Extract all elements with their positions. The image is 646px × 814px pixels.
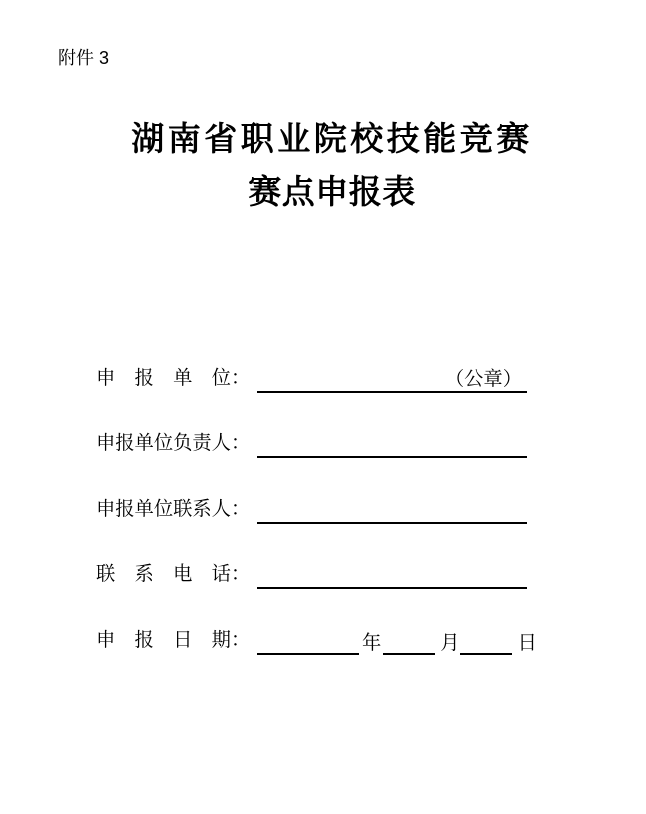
title-line-2: 赛点申报表 — [248, 173, 416, 210]
form-field-row-contact-phone — [96, 559, 566, 589]
field-label-declaring-unit: 申 报 单 位： — [96, 368, 251, 389]
field-label-contact-phone: 联 系 电 话： — [96, 564, 251, 585]
fill-in-line-declaring-unit[interactable] — [257, 365, 527, 393]
document-title — [18, 112, 646, 218]
fill-in-area — [257, 561, 527, 589]
official-seal-note: （公章） — [444, 369, 522, 390]
form-field-row-unit-leader — [96, 428, 566, 458]
fill-in-line-unit-contact[interactable] — [257, 496, 527, 524]
fill-in-line-year[interactable] — [257, 627, 359, 655]
fill-in-line-unit-leader[interactable] — [257, 430, 527, 458]
field-label-unit-leader: 申报单位负责人： — [96, 433, 251, 454]
title-line-1: 湖南省职业院校技能竞赛 — [131, 120, 533, 157]
fill-in-line-contact-phone[interactable] — [257, 561, 527, 589]
date-unit-year: 年 — [362, 633, 382, 654]
date-unit-month: 月 — [440, 633, 460, 654]
date-unit-day: 日 — [517, 633, 537, 654]
form-field-row-unit-contact — [96, 494, 566, 524]
form-field-row-application-date — [96, 625, 566, 655]
field-label-application-date: 申 报 日 期： — [96, 630, 251, 651]
fill-in-area — [257, 496, 527, 524]
fill-in-line-month[interactable] — [383, 627, 435, 655]
attachment-label: 附件 3 — [58, 48, 110, 68]
fill-in-area — [257, 365, 527, 393]
fill-in-area — [257, 430, 527, 458]
form-field-row-declaring-unit — [96, 363, 566, 393]
fill-in-area — [257, 627, 537, 655]
fill-in-line-day[interactable] — [460, 627, 512, 655]
field-label-unit-contact: 申报单位联系人： — [96, 499, 251, 520]
